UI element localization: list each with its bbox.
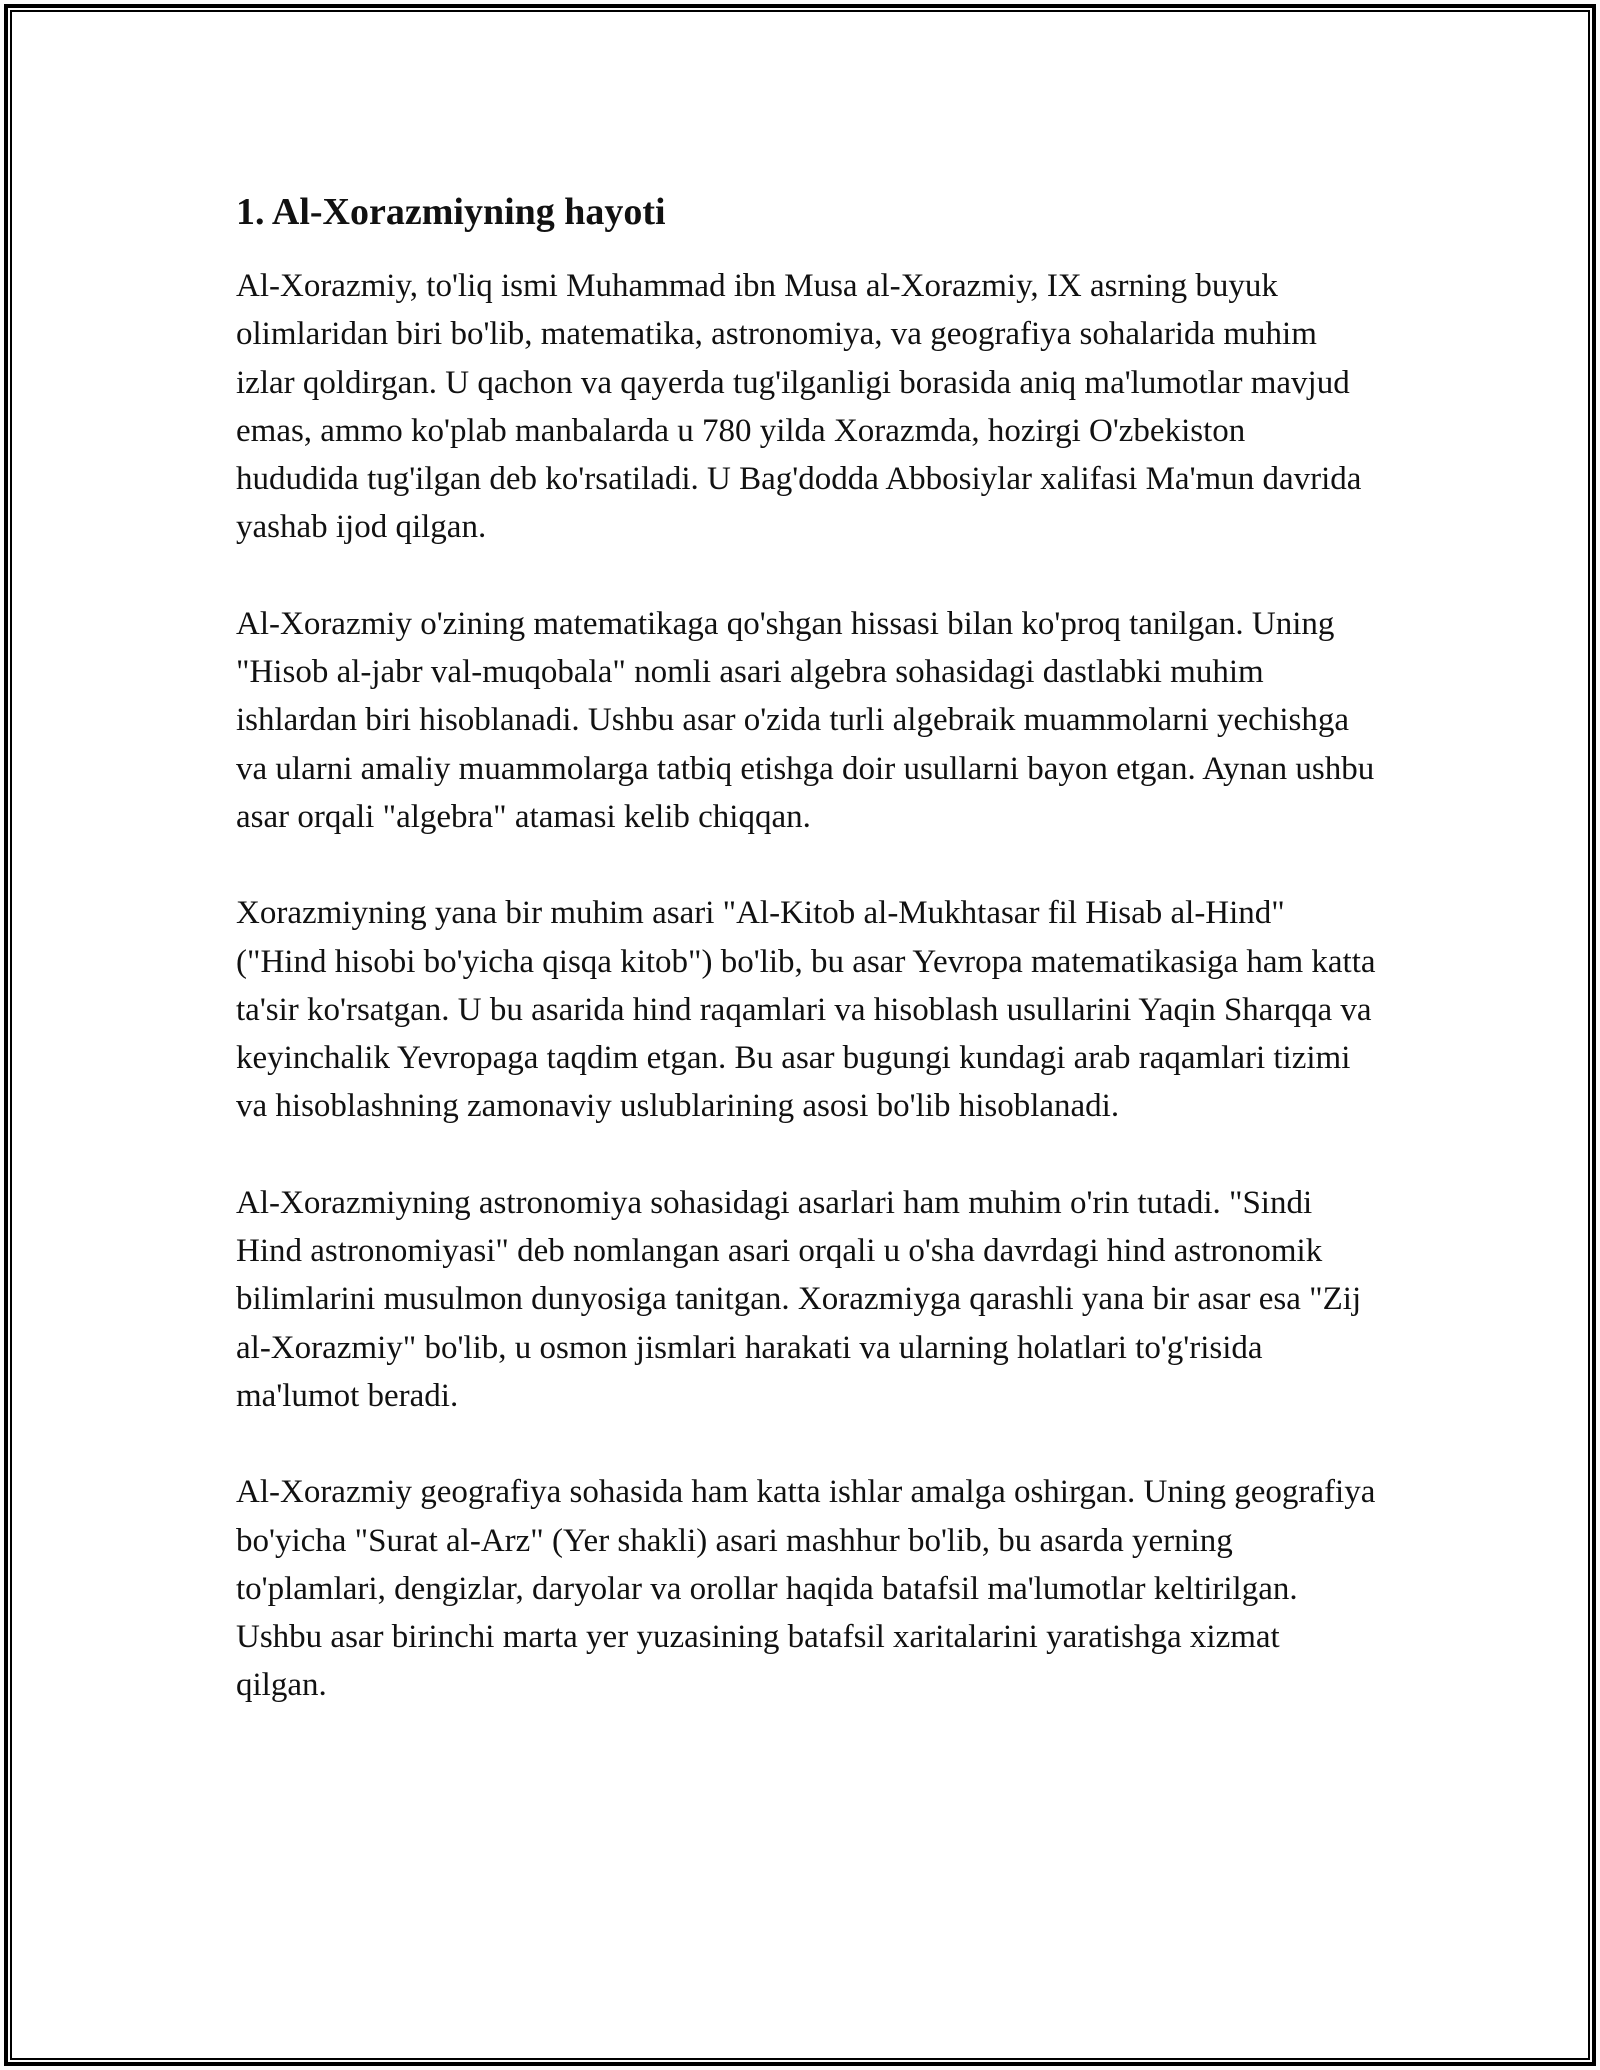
- paragraph-mathematics: Al-Xorazmiy o'zining matematikaga qo'shgan hissasi bilan ko'proq tanilgan. Uning "Hisob al-jabr val-muqobala" nomli asari algebra sohasidagi dastlabki muhim ishlardan biri hisoblanadi. Ushbu asar o'zida turli algebraik muammolarni yechishga va ularni amaliy muammolarga tatbiq etishga doir usullarni bayon etgan. Aynan ushbu asar orqali "algebra" atamasi kelib chiqqan.: [236, 605, 1375, 835]
- section-heading: 1. Al-Xorazmiyning hayoti: [236, 191, 666, 233]
- paragraph-geography: Al-Xorazmiy geografiya sohasida ham katta ishlar amalga oshirgan. Uning geografiya bo'yicha "Surat al-Arz" (Yer shakli) asari mashhur bo'lib, bu asarda yerning to'plamlari, dengizlar, daryolar va orollar haqida batafsil ma'lumotlar keltirilgan. Ushbu asar birinchi marta yer yuzasining batafsil xaritalarini yaratishga xizmat qilgan.: [236, 1474, 1376, 1704]
- paragraph-life: Al-Xorazmiy, to'liq ismi Muhammad ibn Musa al-Xorazmiy, IX asrning buyuk olimlaridan biri bo'lib, matematika, astronomiya, va geografiya sohalarida muhim izlar qoldirgan. U qachon va qayerda tug'ilganligi borasida aniq ma'lumotlar mavjud emas, ammo ko'plab manbalarda u 780 yilda Xorazmda, hozirgi O'zbekiston hududida tug'ilgan deb ko'rsatiladi. U Bag'dodda Abbosiylar xalifasi Ma'mun davrida yashab ijod qilgan.: [236, 268, 1362, 546]
- paragraph-hindu-arithmetic: Xorazmiyning yana bir muhim asari "Al-Kitob al-Mukhtasar fil Hisab al-Hind" ("Hind hisobi bo'yicha qisqa kitob") bo'lib, bu asar Yevropa matematikasiga ham katta ta'sir ko'rsatgan. U bu asarida hind raqamlari va hisoblash usullarini Yaqin Sharqqa va keyinchalik Yevropaga taqdim etgan. Bu asar bugungi kundagi arab raqamlari tizimi va hisoblashning zamonaviy uslublarining asosi bo'lib hisoblanadi.: [236, 895, 1376, 1125]
- paragraph-astronomy: Al-Xorazmiyning astronomiya sohasidagi asarlari ham muhim o'rin tutadi. "Sindi Hind astronomiyasi" deb nomlangan asari orqali u o'sha davrdagi hind astronomik bilimlarini musulmon dunyosiga tanitgan. Xorazmiyga qarashli yana bir asar esa "Zij al-Xorazmiy" bo'lib, u osmon jismlari harakati va ularning holatlari to'g'risida ma'lumot beradi.: [236, 1184, 1362, 1414]
- document-body: [236, 188, 1376, 1758]
